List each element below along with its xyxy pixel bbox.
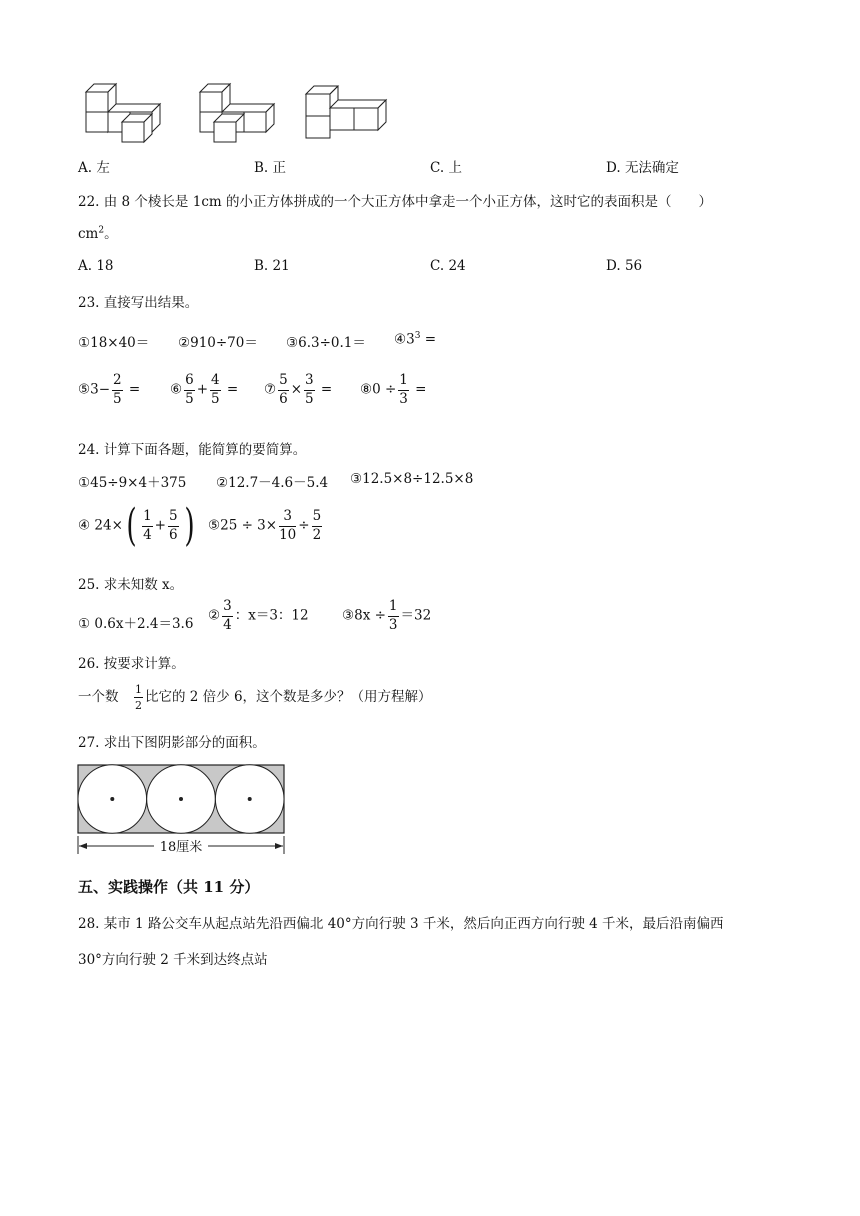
q23-item-3: ③6.3÷0.1＝ [286,335,366,351]
dim-arrow-right [275,843,283,849]
option-text: 左 [96,160,110,176]
q24-title: 24. 计算下面各题，能简算的要简算。 [78,442,307,458]
q22-unit: $cm^2$。 [78,225,118,242]
q27-title: 27. 求出下图阴影部分的面积。 [78,735,266,751]
option-letter: D. [606,258,621,274]
cube-figure-1 [78,78,168,148]
q22-option-c[interactable] [430,258,466,274]
q21-option-b[interactable] [254,156,286,176]
q21-option-d[interactable] [606,156,679,176]
section-heading: 五、实践操作（共 11 分） [78,878,260,896]
q24-item-1: ①45÷9×4＋375 [78,475,187,491]
option-letter: C. [430,160,445,176]
q26-title: 26. 按要求计算。 [78,656,185,672]
q24-item-3: ③12.5×8÷12.5×8 [350,471,474,487]
option-text: 18 [96,258,114,274]
option-text: 56 [624,258,643,274]
dim-arrow-left [79,843,87,849]
option-text: 上 [448,160,462,176]
q25-item-2: ② $\frac{3}{4}$ ：x＝3：12 [208,598,309,633]
q28-line-2: 30°方向行驶 2 千米到达终点站 [78,952,268,968]
q24-item-5: ⑤25 ÷ 3× $\frac{3}{10}$ ÷ $\frac{5}{2}$ [208,508,322,543]
q23-item-5: ⑤3− $\frac{2}{5}$ = [78,372,141,407]
q22-option-d[interactable] [606,258,642,274]
q24-item-2: ②12.7－4.6－5.4 [216,475,329,491]
shaded-circles-figure [74,760,294,860]
option-text: 无法确定 [624,160,679,176]
q23-item-2: ②910÷70＝ [178,335,258,351]
q22-stem: 22. 由 8 个棱长是 1cm 的小正方体拼成的一个大正方体中拿走一个小正方体，这时它的表面积是（ ） [78,194,712,210]
q23-item-7: ⑦ $\frac{5}{6}$ × $\frac{3}{5}$ = [264,372,333,407]
center-dot-2 [179,797,183,801]
option-letter: B. [254,258,269,274]
q23-title: 23. 直接写出结果。 [78,295,199,311]
center-dot-1 [110,797,114,801]
option-letter: D. [606,160,621,176]
q23-item-1: ①18×40＝ [78,335,150,351]
q21-option-a[interactable] [78,156,110,176]
q25-item-1: ① 0.6x＋2.4＝3.6 [78,616,194,632]
q28-line-1: 28. 某市 1 路公交车从起点站先沿西偏北 40°方向行驶 3 千米，然后向正西方向行驶 4 千米，最后沿南偏西 [78,916,724,932]
cube-figure-3 [300,80,400,140]
q25-title: 25. 求未知数 x。 [78,577,184,593]
q21-option-c[interactable] [430,156,462,176]
q23-item-6: ⑥ $\frac{6}{5}$ + $\frac{4}{5}$ = [170,372,239,407]
cube-figure-2 [192,78,282,148]
center-dot-3 [248,797,252,801]
q26-question: 一个数 $\frac{1}{2}$ 比它的 2 倍少 6，这个数是多少？（用方程解） [78,683,432,712]
q22-option-a[interactable] [78,258,114,274]
option-text: 21 [272,258,290,274]
option-letter: C. [430,258,445,274]
option-text: 24 [448,258,466,274]
q22-option-b[interactable] [254,258,290,274]
q24-item-4: ④ 24×( $\frac{1}{4}$ + $\frac{5}{6}$ ) [78,500,195,551]
option-letter: A. [78,258,93,274]
option-letter: A. [78,160,93,176]
dimension-label: 18厘米 [159,840,203,855]
q25-item-3: ③8x ÷ $\frac{1}{3}$ ＝32 [342,598,432,633]
option-letter: B. [254,160,269,176]
q23-item-8: ⑧0 ÷ $\frac{1}{3}$ = [360,372,427,407]
option-text: 正 [272,160,287,176]
q23-item-4: $④3^3$ = [394,331,437,348]
